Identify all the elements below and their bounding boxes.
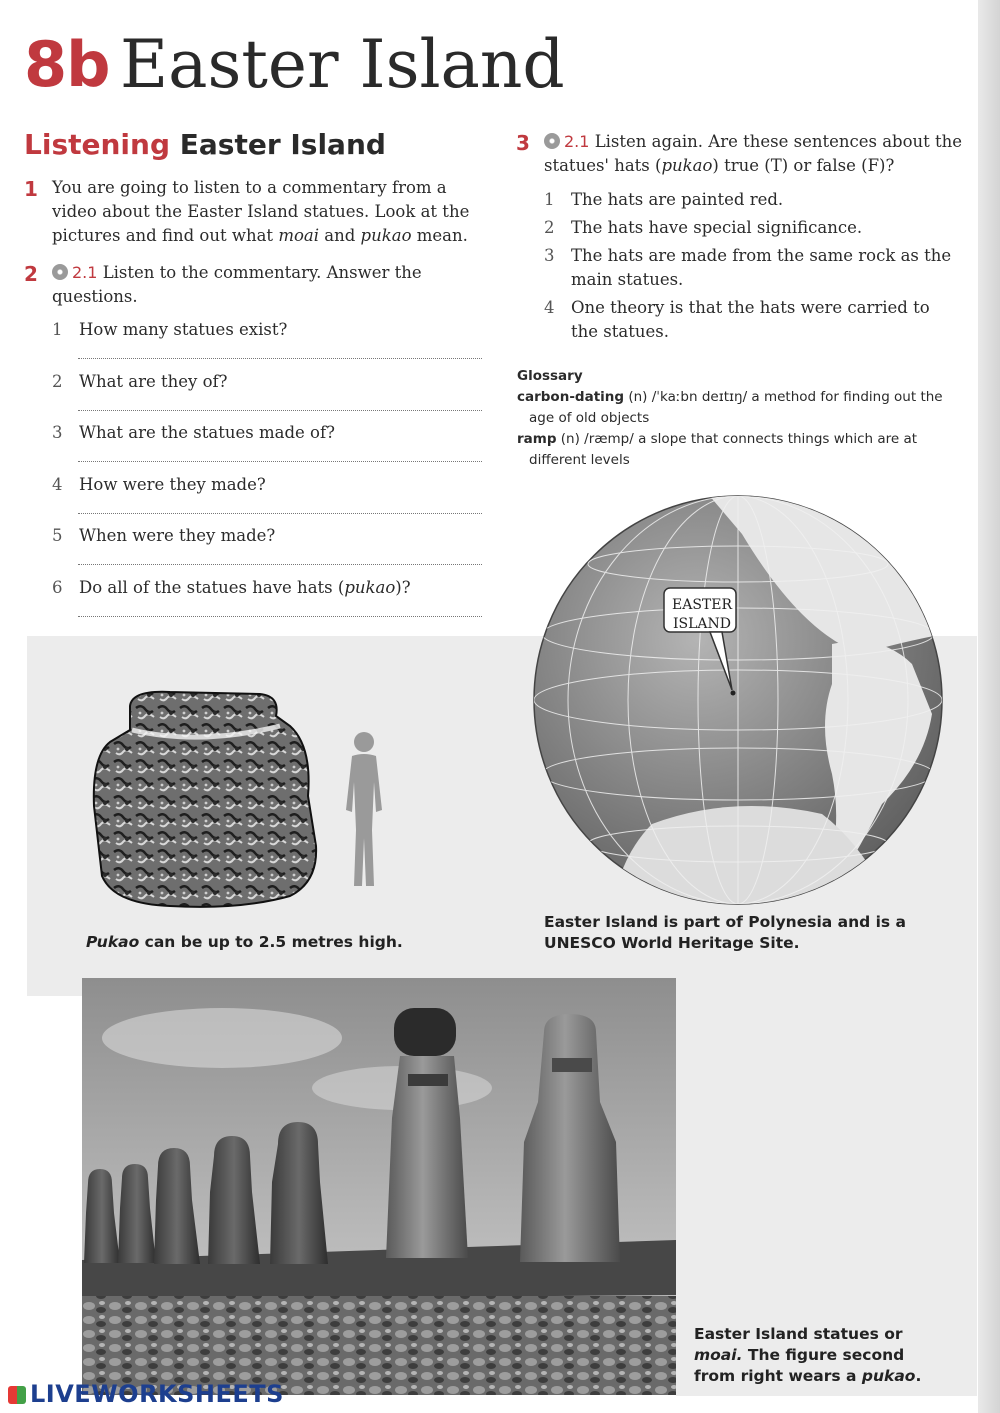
section-label: Listening — [24, 128, 170, 161]
answer-line-6[interactable] — [78, 616, 482, 617]
ex2-question-1: 1 How many statues exist? — [52, 320, 288, 339]
glossary-entry: ramp (n) /ræmp/ a slope that connects things which are at different levels — [517, 431, 918, 468]
moai-caption: Easter Island statues or moai. The figure second from right wears a pukao. — [694, 1325, 922, 1385]
ex3-track: 2.1 — [564, 132, 590, 151]
globe-caption: Easter Island is part of Polynesia and is a UNESCO World Heritage Site. — [544, 913, 907, 952]
glossary-entry: carbon-dating (n) /ˈkaːbn deɪtɪŋ/ a method for finding out the age of old objects — [517, 389, 943, 426]
ex2-question-2: 2 What are they of? — [52, 372, 228, 391]
ex3-item-2: 2 The hats have special significance. — [544, 218, 863, 237]
ex3-item-3: 3 The hats are made from the same rock as the main statues. — [544, 246, 952, 289]
ex2-question-4: 4 How were they made? — [52, 475, 266, 494]
globe-map — [532, 494, 944, 906]
brand-icon — [8, 1386, 26, 1404]
audio-cd-icon-2[interactable] — [544, 133, 560, 149]
moai-statues-image — [82, 978, 676, 1395]
unit-number: 8b — [24, 28, 110, 101]
moai-photo — [82, 978, 676, 1395]
answer-line-1[interactable] — [78, 358, 482, 359]
ex3-item-4: 4 One theory is that the hats were carried to the statues. — [544, 298, 930, 341]
ex3-item-1: 1 The hats are painted red. — [544, 190, 784, 209]
glossary — [517, 366, 972, 471]
ex2-question-5: 5 When were they made? — [52, 526, 276, 545]
ex3-number: 3 — [516, 131, 530, 155]
globe-label: EASTER ISLAND — [671, 597, 733, 632]
answer-line-5[interactable] — [78, 564, 482, 565]
pukao-stone-illustration — [90, 686, 330, 912]
ex1-text: You are going to listen to a commentary from a video about the Easter Island statues. Look at the pictures and find out what moai and pukao mean. — [52, 178, 470, 245]
liveworksheets-logo[interactable]: LIVEWORKSHEETS — [8, 1380, 284, 1408]
answer-line-4[interactable] — [78, 513, 482, 514]
glossary-heading: Glossary — [517, 368, 583, 384]
ex3-instruction: 2.1 Listen again. Are these sentences about the statues' hats (pukao) true (T) or false (F)? — [544, 132, 963, 175]
ex2-track: 2.1 — [72, 263, 98, 282]
human-silhouette — [336, 730, 392, 890]
ex2-number: 2 — [24, 262, 38, 286]
answer-line-3[interactable] — [78, 461, 482, 462]
ex2-question-3: 3 What are the statues made of? — [52, 423, 335, 442]
ex1-number: 1 — [24, 177, 38, 201]
section-title: Easter Island — [179, 128, 386, 161]
pukao-caption: Pukao can be up to 2.5 metres high. — [86, 933, 403, 951]
page-edge — [978, 0, 1000, 1413]
ex2-question-6: 6 Do all of the statues have hats (pukao)? — [52, 578, 411, 597]
section-heading — [24, 128, 386, 161]
answer-line-2[interactable] — [78, 410, 482, 411]
unit-title: Easter Island — [120, 26, 565, 103]
ex2-instruction: 2.1 Listen to the commentary. Answer the questions. — [52, 263, 422, 306]
audio-cd-icon[interactable] — [52, 264, 68, 280]
